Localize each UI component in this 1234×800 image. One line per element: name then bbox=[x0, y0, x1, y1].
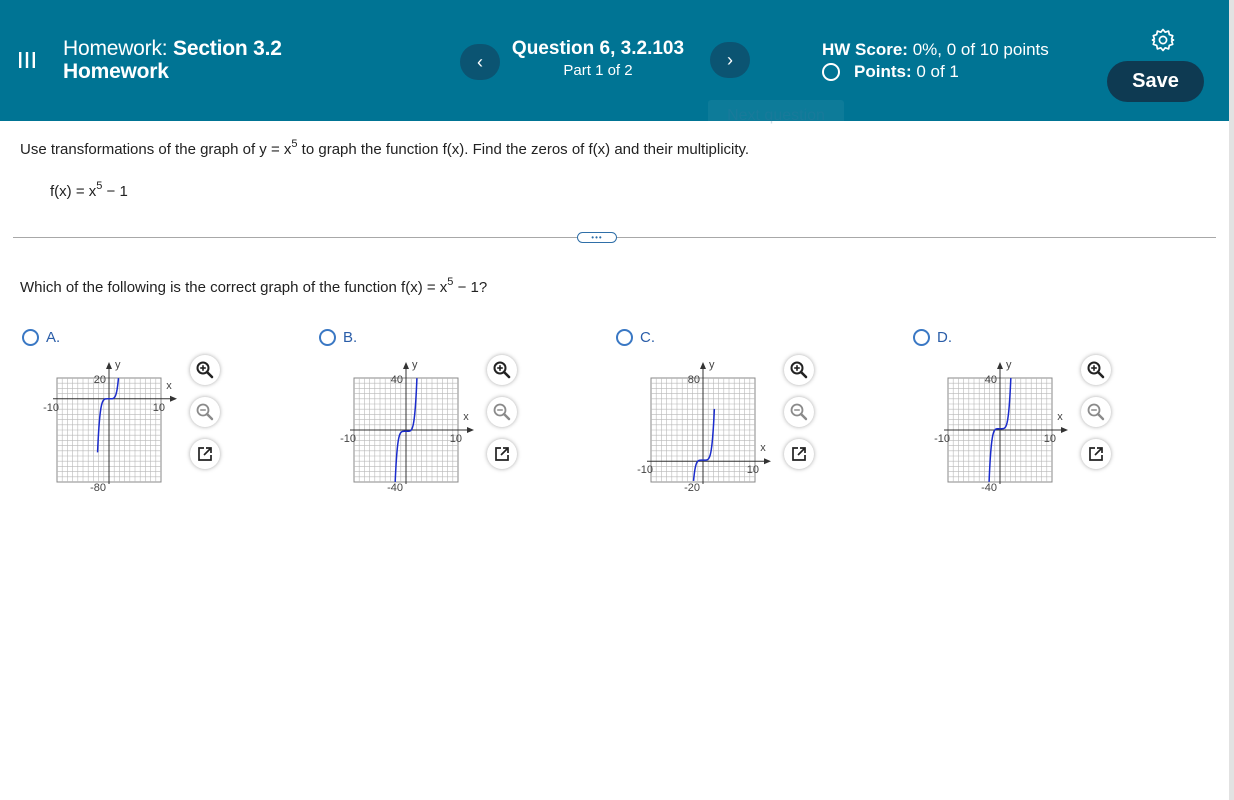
function-definition bbox=[50, 180, 128, 200]
zoom-out-icon bbox=[1086, 402, 1106, 422]
zoom-out-button-b[interactable] bbox=[487, 397, 517, 427]
y-axis-arrow bbox=[700, 362, 706, 369]
popout-icon bbox=[196, 445, 214, 463]
choice-b-letter: B. bbox=[343, 329, 358, 346]
x-axis-arrow bbox=[170, 396, 177, 402]
zoom-out-button-d[interactable] bbox=[1081, 397, 1111, 427]
x-axis-arrow bbox=[764, 458, 771, 464]
y-axis-label: y bbox=[115, 359, 121, 371]
choice-d-option[interactable] bbox=[913, 329, 952, 346]
right-scroll-edge bbox=[1229, 0, 1234, 800]
popout-button-d[interactable] bbox=[1081, 439, 1111, 469]
y-max-label: 80 bbox=[687, 374, 700, 386]
x-axis-label: x bbox=[463, 411, 469, 423]
x-min-label: -10 bbox=[637, 464, 653, 477]
zoom-in-icon bbox=[1086, 360, 1106, 380]
x-max-label: 10 bbox=[152, 401, 165, 414]
x-min-label: -10 bbox=[934, 433, 950, 445]
popout-button-b[interactable] bbox=[487, 439, 517, 469]
zoom-out-icon bbox=[195, 402, 215, 422]
zoom-out-button-c[interactable] bbox=[784, 397, 814, 427]
expand-button[interactable]: ••• bbox=[577, 232, 617, 243]
zoom-out-icon bbox=[492, 402, 512, 422]
y-axis-label: y bbox=[1006, 359, 1012, 371]
graph-choice-d[interactable] bbox=[928, 356, 1080, 498]
points-value: 0 of 1 bbox=[911, 62, 959, 81]
y-min-label: -40 bbox=[387, 482, 403, 494]
popout-button-a[interactable] bbox=[190, 439, 220, 469]
y-max-label: 40 bbox=[390, 374, 403, 386]
y-axis-arrow bbox=[106, 362, 112, 369]
y-max-label: 20 bbox=[93, 374, 106, 386]
x-max-label: 10 bbox=[746, 464, 759, 477]
zoom-in-icon bbox=[789, 360, 809, 380]
x-min-label: -10 bbox=[43, 401, 59, 414]
zoom-in-button-a[interactable] bbox=[190, 355, 220, 385]
choice-a-option[interactable] bbox=[22, 329, 60, 346]
hw-score-value: 0%, 0 of 10 points bbox=[907, 40, 1049, 59]
x-max-label: 10 bbox=[1043, 433, 1056, 445]
instructions-exponent: 5 bbox=[291, 138, 298, 150]
radio-a[interactable] bbox=[22, 329, 39, 346]
popout-button-c[interactable] bbox=[784, 439, 814, 469]
x-axis-label: x bbox=[166, 379, 172, 392]
x-axis-label: x bbox=[1057, 411, 1063, 423]
chevron-right-icon: › bbox=[727, 49, 733, 70]
zoom-in-button-d[interactable] bbox=[1081, 355, 1111, 385]
x-max-label: 10 bbox=[449, 433, 462, 445]
instructions-text bbox=[20, 138, 750, 158]
y-axis-arrow bbox=[403, 362, 409, 369]
choice-b-option[interactable] bbox=[319, 329, 357, 346]
question-exponent: 5 bbox=[447, 276, 454, 288]
chevron-left-icon: ‹ bbox=[477, 51, 483, 72]
question-part: Part 1 of 2 bbox=[563, 62, 633, 79]
homework-section: Section 3.2 bbox=[173, 37, 282, 60]
x-axis-arrow bbox=[1061, 427, 1068, 433]
homework-line2: Homework bbox=[63, 60, 169, 83]
points-label: Points: bbox=[854, 62, 912, 81]
top-header bbox=[0, 0, 1229, 121]
y-axis-arrow bbox=[997, 362, 1003, 369]
choice-c-letter: C. bbox=[640, 329, 655, 346]
homework-title bbox=[63, 37, 282, 83]
question-part: Which of the following is the correct graph of the function f(x) = x bbox=[20, 279, 448, 296]
radio-b[interactable] bbox=[319, 329, 336, 346]
y-min-label: -80 bbox=[90, 482, 106, 494]
zoom-in-icon bbox=[492, 360, 512, 380]
y-max-label: 40 bbox=[984, 374, 997, 386]
function-part: − 1 bbox=[102, 183, 128, 200]
question-part: − 1? bbox=[453, 279, 488, 296]
instructions-part: to graph the function f(x). Find the zeros of f(x) and their multiplicity. bbox=[297, 141, 750, 158]
y-min-label: -20 bbox=[684, 482, 700, 494]
zoom-out-button-a[interactable] bbox=[190, 397, 220, 427]
points-circle-icon bbox=[822, 63, 840, 81]
next-question-nav-button[interactable] bbox=[710, 42, 750, 78]
question-info bbox=[500, 38, 696, 82]
points-row bbox=[822, 61, 1049, 83]
popout-icon bbox=[493, 445, 511, 463]
zoom-out-icon bbox=[789, 402, 809, 422]
y-axis-label: y bbox=[412, 359, 418, 371]
prev-question-button[interactable] bbox=[460, 44, 500, 80]
homework-prefix: Homework: bbox=[63, 37, 168, 60]
graph-choice-c[interactable] bbox=[631, 356, 783, 498]
function-exponent: 5 bbox=[96, 180, 103, 192]
x-min-label: -10 bbox=[340, 433, 356, 445]
question-text bbox=[20, 276, 488, 296]
choice-c-option[interactable] bbox=[616, 329, 655, 346]
save-button[interactable]: Save bbox=[1107, 61, 1204, 102]
graph-choice-a[interactable] bbox=[37, 356, 189, 498]
popout-icon bbox=[1087, 445, 1105, 463]
choice-d-letter: D. bbox=[937, 329, 952, 346]
y-axis-label: y bbox=[709, 359, 715, 371]
x-axis-arrow bbox=[467, 427, 474, 433]
hw-score bbox=[822, 39, 1049, 61]
popout-icon bbox=[790, 445, 808, 463]
zoom-in-icon bbox=[195, 360, 215, 380]
zoom-in-button-b[interactable] bbox=[487, 355, 517, 385]
instructions-part: Use transformations of the graph of y = x bbox=[20, 141, 292, 158]
radio-c[interactable] bbox=[616, 329, 633, 346]
x-axis-label: x bbox=[760, 442, 766, 455]
zoom-in-button-c[interactable] bbox=[784, 355, 814, 385]
y-min-label: -40 bbox=[981, 482, 997, 494]
graph-choice-b[interactable] bbox=[334, 356, 486, 498]
gear-icon[interactable] bbox=[1150, 27, 1176, 53]
menu-icon[interactable] bbox=[14, 47, 40, 73]
hw-score-label: HW Score: bbox=[822, 40, 908, 59]
choice-a-letter: A. bbox=[46, 329, 61, 346]
next-question-button[interactable]: Next question bbox=[708, 100, 844, 132]
radio-d[interactable] bbox=[913, 329, 930, 346]
question-title: Question 6, 3.2.103 bbox=[511, 38, 685, 59]
function-part: f(x) = x bbox=[50, 183, 97, 200]
score-panel bbox=[822, 39, 1049, 83]
